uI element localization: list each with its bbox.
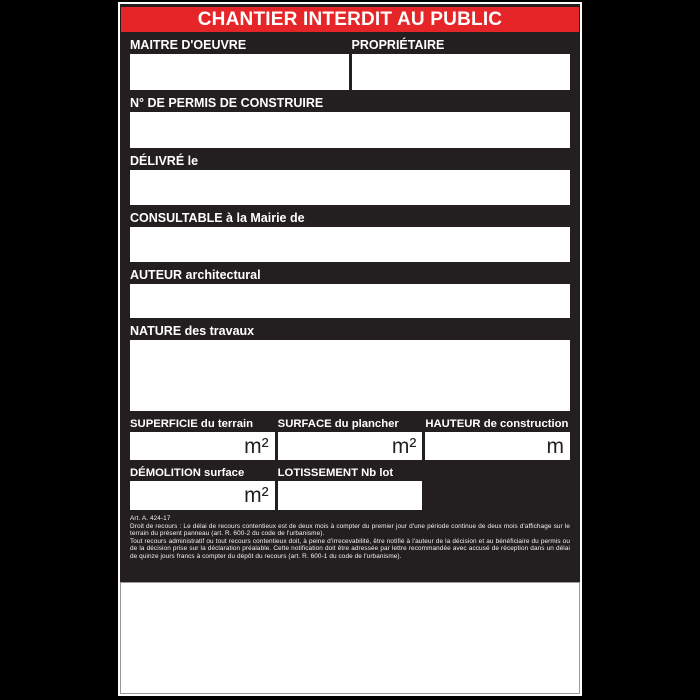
label-maitre-oeuvre: MAITRE D'OEUVRE <box>130 38 247 52</box>
field-box-delivre-le <box>130 170 570 205</box>
field-box-maitre-oeuvre <box>130 54 349 90</box>
label-superficie-terrain: SUPERFICIE du terrain <box>130 418 254 430</box>
row-demolition-boxes <box>130 481 570 510</box>
construction-site-sign <box>118 2 582 696</box>
field-box-lotissement-nb-lot <box>278 481 423 510</box>
empty-cell <box>425 481 570 510</box>
label-demolition-surface: DÉMOLITION surface <box>130 467 245 479</box>
field-box-hauteur-construction <box>425 432 570 460</box>
sign-title: CHANTIER INTERDIT AU PUBLIC <box>197 8 503 30</box>
unit-m2: m² <box>244 484 269 507</box>
label-consultable-mairie: CONSULTABLE à la Mairie de <box>130 211 305 225</box>
label-surface-plancher: SURFACE du plancher <box>277 418 399 430</box>
label-hauteur-construction: HAUTEUR de construction <box>425 418 569 430</box>
sign-fields-area <box>120 32 580 510</box>
row-demolition-labels <box>130 460 570 481</box>
legal-notice <box>120 510 580 561</box>
field-box-demolition-surface <box>130 481 275 510</box>
field-box-auteur-architectural <box>130 284 570 318</box>
unit-m2: m² <box>391 434 417 458</box>
sign-header-banner <box>121 7 579 32</box>
field-box-permis-construire <box>130 112 570 148</box>
label-permis-construire: N° DE PERMIS DE CONSTRUIRE <box>130 96 324 110</box>
label-auteur-architectural: AUTEUR architectural <box>130 268 261 282</box>
field-box-nature-travaux <box>130 340 570 411</box>
legal-paragraph-recours-administratif: Tout recours administratif ou tout recours contentieux doit, à peine d'irrecevabilité, être notifié à l'auteur de la décision et au bénéficiaire du permis ou de la décision prise sur la déclaration préalable. Cette notification doit être adressée par lettre recommandée avec accusé de réception dans un délai de quinze jours francs à compter du dépôt du recours (art. R. 600-1 du code de l'urbanisme). <box>130 537 570 560</box>
label-delivre-le: DÉLIVRÉ le <box>130 154 199 168</box>
unit-m: m <box>546 434 564 458</box>
label-lotissement-nb-lot: LOTISSEMENT Nb lot <box>277 467 394 479</box>
field-box-surface-plancher <box>278 432 423 460</box>
label-nature-travaux: NATURE des travaux <box>130 324 255 338</box>
row-measures-boxes <box>130 432 570 460</box>
field-box-consultable-mairie <box>130 227 570 262</box>
unit-m2: m² <box>244 434 269 458</box>
empty-cell <box>425 460 570 481</box>
field-box-proprietaire <box>352 54 571 90</box>
panel-bottom-spacer <box>120 561 580 582</box>
row-owner-labels <box>130 32 570 54</box>
field-box-superficie-terrain <box>130 432 275 460</box>
row-owner-boxes <box>130 54 570 90</box>
blank-footer-area <box>120 582 580 694</box>
label-proprietaire: PROPRIÉTAIRE <box>351 38 445 52</box>
legal-paragraph-droit-de-recours: Droit de recours : Le délai de recours contentieux est de deux mois à compter du premier jour d'une période continue de deux mois d'affichage sur le terrain du présent panneau (art. R. 600-2 du code de l'urbanisme). <box>130 522 570 538</box>
legal-article-reference: Art. A. 424-17 <box>130 515 171 522</box>
row-measures-labels <box>130 411 570 432</box>
